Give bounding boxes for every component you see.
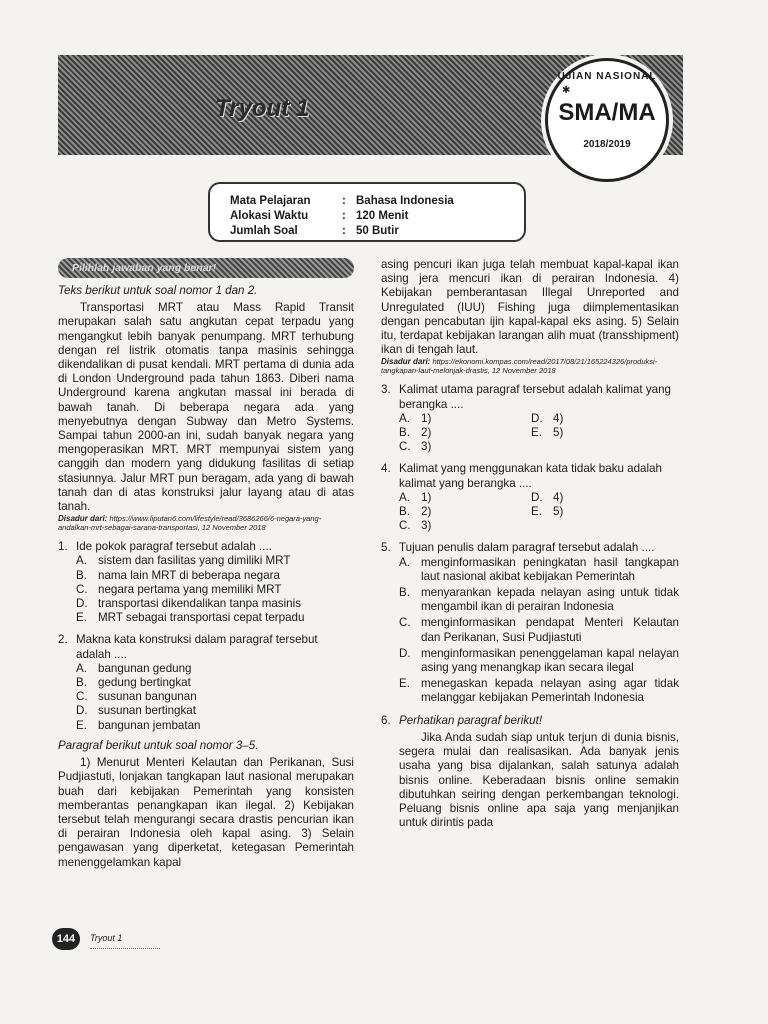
option[interactable] [399, 491, 531, 505]
info-label: Alokasi Waktu [230, 210, 309, 222]
option-letter: C. [76, 690, 88, 704]
option-text: nama lain MRT di beberapa negara [98, 568, 280, 582]
option[interactable] [399, 556, 679, 584]
option[interactable] [531, 491, 651, 505]
source-label: Disadur dari: [58, 514, 108, 524]
option-letter: E. [531, 426, 542, 440]
option-letter: C. [76, 582, 88, 596]
question-number: 4. [381, 462, 391, 476]
option[interactable] [399, 426, 531, 440]
option-letter: D. [531, 411, 543, 425]
source-note [381, 357, 679, 375]
option[interactable] [399, 519, 531, 533]
options-grid [399, 491, 679, 534]
info-row [210, 209, 524, 224]
option-text: bangunan gedung [98, 661, 192, 675]
option-text: menyarankan kepada nelayan asing untuk tidak mengambil ikan di perairan Indonesia [421, 586, 679, 614]
option-letter: D. [76, 597, 88, 611]
option-text: menginformasikan peningkatan hasil tangkapan laut nasional akibat kebijakan Pemerintah [421, 555, 679, 583]
option[interactable] [531, 412, 651, 426]
option[interactable] [76, 662, 354, 676]
question-1 [58, 540, 354, 554]
option-letter: D. [531, 490, 543, 504]
option[interactable] [76, 554, 354, 568]
option-letter: E. [76, 718, 87, 732]
option-text: 3) [421, 519, 432, 533]
option-text: negara pertama yang memiliki MRT [98, 582, 282, 596]
option-letter: E. [531, 505, 542, 519]
option[interactable] [76, 676, 354, 690]
info-row [210, 194, 524, 209]
left-column [58, 258, 354, 870]
option-text: 4) [553, 490, 564, 504]
option-text: menginformasikan pendapat Menteri Kelautan dan Perikanan, Susi Pudjiastuti [421, 616, 679, 644]
option[interactable] [76, 583, 354, 597]
question-text: Tujuan penulis dalam paragraf tersebut adalah .... [399, 541, 655, 555]
question-4 [381, 462, 679, 490]
option-letter: E. [76, 611, 87, 625]
info-separator: : [342, 195, 346, 207]
instruction-bar: Pilihlah jawaban yang benar! [58, 258, 354, 278]
option-text: menginformasikan penenggelaman kapal nelayan asing yang menangkap ikan secara ilegal [421, 646, 679, 675]
option[interactable] [399, 677, 679, 705]
option-letter: A. [76, 661, 87, 675]
source-url: https://www.liputan6.com/lifestyle/read/3686266/6-negara-yang-andalkan-mrt-sebagai-sarana-transportasi, 12 November 2018 [58, 514, 322, 533]
option-letter: D. [76, 704, 88, 718]
option[interactable] [399, 616, 679, 644]
info-label: Mata Pelajaran [230, 195, 311, 207]
info-value: 120 Menit [356, 210, 409, 222]
passage-text: asing pencuri ikan juga telah membuat kapal-kapal ikan asing jera mencuri ikan di perairan Indonesia. 4) Kebijakan pemberantasan Illegal Unreported and Unregulated (IUU) Fishing juga diimplementasikan dengan pencabutan ijin kapal-kapal eks asing. 5) Selain itu, terdapat kebijakan larangan alih muat (transshipment) ikan di tengah laut. [381, 258, 679, 357]
option-letter: B. [76, 568, 87, 582]
badge-main-text: SMA/MA [558, 99, 656, 126]
option[interactable] [76, 569, 354, 583]
option-text: 5) [553, 505, 564, 519]
section-intro: Teks berikut untuk soal nomor 1 dan 2. [58, 284, 258, 297]
question-number: 5. [381, 541, 391, 555]
option-text: 1) [421, 411, 432, 425]
option-text: menegaskan kepada nelayan asing agar tidak melanggar kebijakan Pemerintah Indonesia [421, 677, 679, 705]
option-text: 1) [421, 490, 432, 504]
option[interactable] [76, 719, 354, 733]
question-text: Perhatikan paragraf berikut! [399, 713, 543, 727]
section-intro: Paragraf berikut untuk soal nomor 3–5. [58, 738, 259, 752]
question-number: 6. [381, 713, 391, 727]
option[interactable] [76, 704, 354, 718]
question-5 [381, 541, 679, 555]
passage-text: Jika Anda sudah siap untuk terjun di dunia bisnis, segera mulai dan realisasikan. Ada banyak jenis usaha yang bisa dijalankan, salah satunya adalah bisnis online. Keberadaan bisnis online semakin dibutuhkan seiring dengan perkembangan teknologi. Peluang bisnis online apa saja yang menjanjikan untuk dirintis pada [399, 730, 679, 830]
option-letter: B. [76, 676, 87, 690]
option[interactable] [76, 690, 354, 704]
option-text: transportasi dikendalikan tanpa masinis [98, 597, 302, 611]
option-text: MRT sebagai transportasi cepat terpadu [98, 611, 305, 625]
option-text: susunan bangunan [98, 690, 197, 704]
question-number: 3. [381, 383, 391, 397]
exam-info-box [208, 182, 526, 242]
question-text: Kalimat utama paragraf tersebut adalah kalimat yang berangka .... [399, 383, 671, 411]
option[interactable] [399, 440, 531, 454]
source-label: Disadur dari: [381, 357, 431, 367]
footer-label: Tryout 1 [90, 933, 123, 943]
footer-divider [90, 948, 160, 949]
source-url: https://ekonomi.kompas.com/read/2017/08/21/165224326/produksi-tangkapan-laut-melonjak-drastis, 12 November 2018 [381, 357, 658, 376]
info-separator: : [342, 210, 346, 222]
source-note [58, 514, 354, 532]
option[interactable] [399, 505, 531, 519]
option-letter: E. [399, 677, 410, 691]
option-letter: B. [399, 505, 410, 519]
option-text: bangunan jembatan [98, 718, 201, 732]
option-letter: B. [399, 586, 410, 600]
badge-top-text: UJIAN NASIONAL [557, 71, 657, 82]
question-3 [381, 383, 679, 411]
option-text: 2) [421, 426, 432, 440]
exam-badge [545, 58, 669, 182]
options-list [76, 554, 354, 625]
page-number: 144 [52, 928, 80, 950]
info-value: 50 Butir [356, 225, 399, 237]
option[interactable] [531, 505, 651, 519]
badge-year-text: 2018/2019 [583, 139, 631, 150]
passage-text: 1) Menurut Menteri Kelautan dan Perikanan, Susi Pudjiastuti, lonjakan tangkapan laut nasional merupakan buah dari kebijakan Pemerintah yang konsisten memberantas penangkapan ikan ilegal. 2) Kebijakan tersebut telah mengurangi secara drastis pencurian ikan di perairan Indonesia oleh kapal asing. 3) Selain pengawasan yang diperketat, ketegasan Pemerintah menenggelamkan kapal [58, 756, 354, 869]
option-letter: C. [399, 440, 411, 454]
options-list [399, 556, 679, 706]
option[interactable] [399, 412, 531, 426]
option[interactable] [76, 597, 354, 611]
info-separator: : [342, 225, 346, 237]
star-icon: ✱ [562, 85, 571, 96]
question-2 [58, 633, 354, 661]
option[interactable] [399, 586, 679, 614]
option-letter: A. [399, 490, 410, 504]
passage-text: Transportasi MRT atau Mass Rapid Transit merupakan salah satu angkutan cepat terpadu yang mengangkut lebih banyak penumpang. MRT terhubung dengan rel listrik otomatis tanpa masinis sehingga dikendalikan di pusat kendali. MRT pertama di dunia ada di London Underground pada tahun 1863. Diberi nama Underground karena angkutan massal ini berada di bawah tanah. Di beberapa negara ada yang menyebutnya dengan Subway dan Metro Systems. Sampai tahun 2000-an ini, sudah banyak negara yang mengoperasikan MRT. MRT mempunyai sistem yang canggih dan modern yang didukung fasilitas di setiap stasiunnya. Jalur MRT pun beragam, ada yang di bawah tanah dan di atas konstruksi jalur layang atau di atas tanah. [58, 301, 354, 514]
option-letter: A. [76, 554, 87, 568]
info-row [210, 224, 524, 239]
question-6 [381, 714, 679, 728]
option-letter: A. [399, 555, 410, 569]
question-number: 2. [58, 633, 68, 647]
option-text: 5) [553, 426, 564, 440]
options-grid [399, 412, 679, 455]
option-letter: C. [399, 519, 411, 533]
option-text: susunan bertingkat [98, 704, 196, 718]
option[interactable] [399, 647, 679, 675]
question-text: Makna kata konstruksi dalam paragraf tersebut adalah .... [76, 633, 318, 661]
question-number: 1. [58, 540, 68, 554]
option-letter: B. [399, 426, 410, 440]
option-letter: D. [399, 646, 411, 660]
option-text: 3) [421, 440, 432, 454]
question-text: Kalimat yang menggunakan kata tidak baku adalah kalimat yang berangka .... [399, 462, 662, 490]
option[interactable] [531, 426, 651, 440]
option[interactable] [76, 611, 354, 625]
info-label: Jumlah Soal [230, 225, 298, 237]
info-value: Bahasa Indonesia [356, 195, 454, 207]
options-list [76, 662, 354, 733]
option-text: gedung bertingkat [98, 676, 191, 690]
option-letter: A. [399, 411, 410, 425]
option-text: sistem dan fasilitas yang dimiliki MRT [98, 554, 291, 568]
option-letter: C. [399, 616, 411, 630]
option-text: 4) [553, 411, 564, 425]
question-text: Ide pokok paragraf tersebut adalah .... [76, 540, 272, 554]
option-text: 2) [421, 505, 432, 519]
page-title: Tryout 1 [215, 95, 310, 122]
right-column [381, 258, 679, 830]
